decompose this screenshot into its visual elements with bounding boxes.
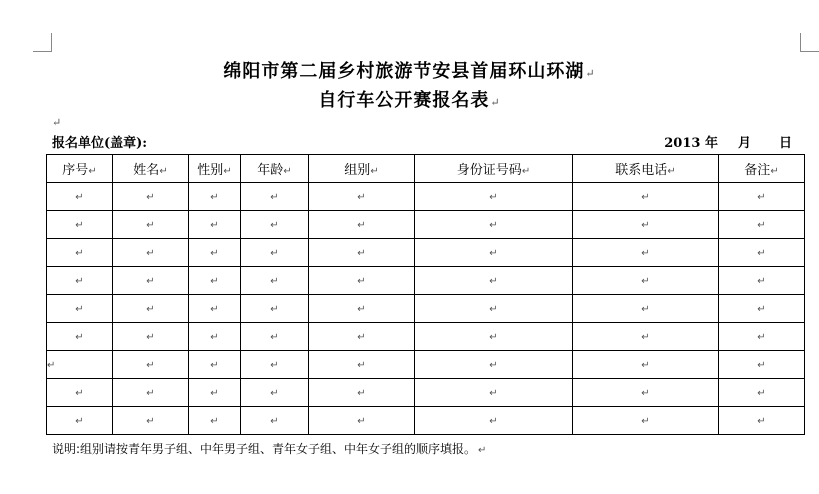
table-cell[interactable]: [719, 407, 805, 435]
paragraph-mark-icon: ↵: [146, 360, 155, 371]
table-cell[interactable]: [309, 379, 415, 407]
table-cell[interactable]: [241, 239, 309, 267]
table-cell[interactable]: [189, 267, 241, 295]
paragraph-mark-icon: ↵: [357, 248, 366, 259]
table-row: [47, 351, 805, 379]
paragraph-mark-icon: ↵: [641, 360, 650, 371]
table-cell[interactable]: [241, 295, 309, 323]
table-cell[interactable]: [573, 323, 719, 351]
paragraph-mark-icon: ↵: [75, 416, 84, 427]
table-cell[interactable]: [415, 407, 573, 435]
table-cell[interactable]: [189, 211, 241, 239]
paragraph-mark-icon: ↵: [75, 388, 84, 399]
paragraph-mark-icon: ↵: [270, 220, 279, 231]
paragraph-mark-icon: ↵: [757, 192, 766, 203]
paragraph-mark-icon: ↵: [146, 416, 155, 427]
paragraph-mark-icon: ↵: [75, 192, 84, 203]
table-cell[interactable]: [189, 323, 241, 351]
table-cell[interactable]: [415, 239, 573, 267]
table-cell[interactable]: [113, 379, 189, 407]
paragraph-mark-icon: ↵: [357, 192, 366, 203]
paragraph-mark-icon: ↵: [641, 388, 650, 399]
paragraph-mark-icon: ↵: [146, 192, 155, 203]
paragraph-mark-icon: ↵: [210, 360, 219, 371]
paragraph-mark-icon: ↵: [210, 248, 219, 259]
paragraph-mark-icon: ↵: [357, 220, 366, 231]
table-cell[interactable]: [573, 351, 719, 379]
paragraph-mark-icon: ↵: [210, 276, 219, 287]
paragraph-mark-icon: ↵: [757, 332, 766, 343]
table-cell[interactable]: [113, 295, 189, 323]
document-title-line-2: [0, 86, 819, 112]
paragraph-mark-icon: ↵: [357, 388, 366, 399]
paragraph-mark-icon: ↵: [270, 416, 279, 427]
table-cell[interactable]: [47, 183, 113, 211]
table-cell[interactable]: [113, 239, 189, 267]
table-cell[interactable]: [189, 239, 241, 267]
table-cell[interactable]: [241, 183, 309, 211]
date-field: [658, 132, 792, 151]
date-day: 日: [778, 136, 792, 151]
table-row: [47, 267, 805, 295]
paragraph-mark-icon: ↵: [641, 220, 650, 231]
table-cell[interactable]: [309, 211, 415, 239]
table-cell[interactable]: [719, 211, 805, 239]
table-cell[interactable]: [415, 379, 573, 407]
paragraph-mark-icon: ↵: [757, 220, 766, 231]
paragraph-mark-icon: ↵: [146, 304, 155, 315]
table-cell[interactable]: [47, 323, 113, 351]
paragraph-mark-icon: ↵: [146, 248, 155, 259]
paragraph-mark-icon: ↵: [641, 248, 650, 259]
paragraph-mark-icon: ↵: [75, 220, 84, 231]
table-cell[interactable]: [189, 407, 241, 435]
table-cell[interactable]: [47, 379, 113, 407]
table-cell[interactable]: [113, 351, 189, 379]
table-cell[interactable]: [113, 323, 189, 351]
table-cell[interactable]: [189, 183, 241, 211]
table-cell[interactable]: [47, 407, 113, 435]
table-cell[interactable]: [241, 351, 309, 379]
table-cell[interactable]: [189, 379, 241, 407]
table-cell[interactable]: [47, 239, 113, 267]
table-cell[interactable]: [719, 183, 805, 211]
header-remarks: 备注↵: [719, 155, 805, 183]
paragraph-mark-icon: ↵: [489, 416, 498, 427]
table-row: [47, 323, 805, 351]
paragraph-mark-icon: ↵: [210, 304, 219, 315]
title-line-2-text: 自行车公开赛报名表: [318, 90, 490, 111]
header-seq: 序号↵: [47, 155, 113, 183]
page-corner-top-left: [33, 33, 52, 52]
paragraph-mark-icon: ↵: [757, 276, 766, 287]
table-cell[interactable]: [241, 267, 309, 295]
paragraph-mark-icon: ↵: [75, 276, 84, 287]
paragraph-mark-icon: ↵: [75, 248, 84, 259]
registration-unit-label: 报名单位(盖章):: [52, 136, 148, 151]
registration-unit-line: [52, 132, 792, 151]
table-cell[interactable]: [573, 211, 719, 239]
paragraph-mark-icon: ↵: [270, 388, 279, 399]
table-row: [47, 239, 805, 267]
table-cell[interactable]: [189, 351, 241, 379]
paragraph-mark-icon: ↵: [357, 332, 366, 343]
paragraph-mark-icon: ↵: [270, 304, 279, 315]
paragraph-mark-icon: ↵: [489, 248, 498, 259]
table-cell[interactable]: [573, 379, 719, 407]
table-cell[interactable]: [113, 407, 189, 435]
table-body: [47, 183, 805, 435]
header-name: 姓名↵: [113, 155, 189, 183]
table-cell[interactable]: [415, 183, 573, 211]
table-cell[interactable]: [573, 295, 719, 323]
paragraph-mark-icon: ↵: [489, 388, 498, 399]
table-cell[interactable]: [47, 295, 113, 323]
table-cell[interactable]: [241, 379, 309, 407]
footnote-text: 说明:组别请按青年男子组、中年男子组、青年女子组、中年女子组的顺序填报。: [52, 442, 477, 456]
paragraph-mark-icon: ↵: [489, 276, 498, 287]
table-row: [47, 211, 805, 239]
table-cell[interactable]: [415, 323, 573, 351]
paragraph-mark-icon: ↵: [75, 304, 84, 315]
paragraph-mark-icon: ↵: [146, 220, 155, 231]
table-cell[interactable]: [189, 295, 241, 323]
table-cell[interactable]: [309, 295, 415, 323]
paragraph-mark-icon: ↵: [489, 192, 498, 203]
table-cell[interactable]: [309, 351, 415, 379]
table-cell[interactable]: [309, 183, 415, 211]
header-age: 年龄↵: [241, 155, 309, 183]
paragraph-mark-icon: ↵: [641, 304, 650, 315]
paragraph-mark-icon: ↵: [357, 304, 366, 315]
paragraph-mark-icon: ↵: [357, 416, 366, 427]
table-cell[interactable]: [47, 267, 113, 295]
paragraph-mark-icon: ↵: [641, 332, 650, 343]
table-row: [47, 379, 805, 407]
footnote: [52, 440, 486, 457]
title-line-1-text: 绵阳市第二届乡村旅游节安县首届环山环湖: [223, 61, 585, 82]
paragraph-mark-icon: ↵: [757, 388, 766, 399]
paragraph-mark-icon: ↵: [357, 276, 366, 287]
paragraph-mark-icon: ↵: [489, 304, 498, 315]
paragraph-mark-icon: ↵: [210, 332, 219, 343]
paragraph-mark-icon: ↵: [210, 192, 219, 203]
paragraph-mark-icon: ↵: [270, 276, 279, 287]
document-title-line-1: [0, 57, 819, 83]
paragraph-mark-icon: ↵: [210, 416, 219, 427]
table-cell[interactable]: [415, 295, 573, 323]
table-cell[interactable]: [241, 407, 309, 435]
date-year: 2013 年: [664, 136, 718, 151]
table-cell[interactable]: [415, 351, 573, 379]
paragraph-mark-icon: ↵: [270, 360, 279, 371]
table-cell[interactable]: [113, 211, 189, 239]
paragraph-mark-icon: ↵: [478, 445, 487, 456]
table-cell[interactable]: [573, 239, 719, 267]
table-cell[interactable]: [113, 183, 189, 211]
paragraph-mark-icon: ↵: [146, 332, 155, 343]
paragraph-mark-icon: ↵: [489, 332, 498, 343]
table-cell[interactable]: [719, 323, 805, 351]
paragraph-mark-icon: ↵: [270, 332, 279, 343]
paragraph-mark-icon: ↵: [210, 220, 219, 231]
table-cell[interactable]: [573, 407, 719, 435]
paragraph-mark-icon: ↵: [146, 388, 155, 399]
table-row: [47, 407, 805, 435]
table-cell[interactable]: [719, 239, 805, 267]
paragraph-mark-icon: ↵: [47, 360, 56, 371]
table-cell[interactable]: [113, 267, 189, 295]
paragraph-mark-icon: ↵: [757, 416, 766, 427]
date-month: 月: [737, 136, 751, 151]
paragraph-mark-icon: ↵: [585, 67, 596, 80]
table-header-row: [47, 155, 805, 183]
table-cell[interactable]: [309, 407, 415, 435]
header-id-number: 身份证号码↵: [415, 155, 573, 183]
table-cell[interactable]: [241, 211, 309, 239]
table-row: [47, 295, 805, 323]
table-cell[interactable]: [47, 211, 113, 239]
table-cell[interactable]: [573, 267, 719, 295]
page-corner-top-right: [800, 33, 819, 52]
table-cell[interactable]: [719, 351, 805, 379]
table-cell[interactable]: [309, 323, 415, 351]
paragraph-mark-icon: ↵: [641, 192, 650, 203]
table-cell[interactable]: [573, 183, 719, 211]
paragraph-mark-icon: ↵: [490, 96, 501, 109]
paragraph-mark-icon: ↵: [75, 332, 84, 343]
table-cell[interactable]: [415, 267, 573, 295]
paragraph-mark-icon: ↵: [146, 276, 155, 287]
header-gender: 性别↵: [189, 155, 241, 183]
table-row: [47, 183, 805, 211]
table-cell[interactable]: [47, 351, 113, 379]
table-cell[interactable]: [719, 267, 805, 295]
header-group: 组别↵: [309, 155, 415, 183]
paragraph-mark-icon: ↵: [52, 116, 62, 129]
paragraph-mark-icon: ↵: [210, 388, 219, 399]
paragraph-mark-icon: ↵: [489, 360, 498, 371]
paragraph-mark-icon: ↵: [757, 248, 766, 259]
table-cell[interactable]: [719, 379, 805, 407]
paragraph-mark-icon: ↵: [270, 192, 279, 203]
table-cell[interactable]: [309, 239, 415, 267]
table-cell[interactable]: [309, 267, 415, 295]
registration-table: [46, 154, 805, 435]
paragraph-mark-icon: ↵: [641, 276, 650, 287]
paragraph-mark-icon: ↵: [489, 220, 498, 231]
table-cell[interactable]: [415, 211, 573, 239]
paragraph-mark-icon: ↵: [757, 304, 766, 315]
paragraph-mark-icon: ↵: [357, 360, 366, 371]
paragraph-mark-icon: ↵: [641, 416, 650, 427]
table-cell[interactable]: [241, 323, 309, 351]
header-phone: 联系电话↵: [573, 155, 719, 183]
table-cell[interactable]: [719, 295, 805, 323]
paragraph-mark-icon: ↵: [757, 360, 766, 371]
paragraph-mark-icon: ↵: [270, 248, 279, 259]
